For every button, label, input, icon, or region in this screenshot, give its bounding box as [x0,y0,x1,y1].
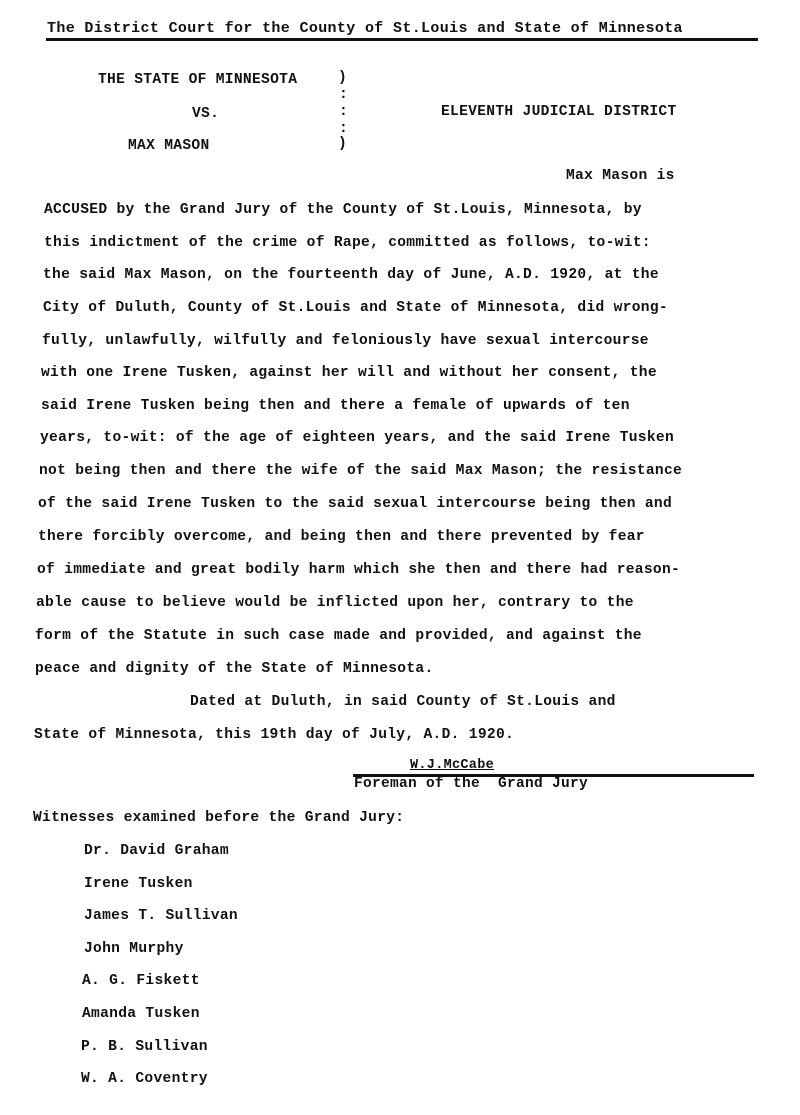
body-line: able cause to believe would be inflicted upon her, contrary to the [36,595,634,611]
body-line: with one Irene Tusken, against her will and without her consent, the [41,365,657,381]
body-line: ACCUSED by the Grand Jury of the County of St.Louis, Minnesota, by [44,202,642,218]
caption-brace-mid: : [339,121,349,137]
witness-name: Dr. David Graham [84,843,229,859]
body-line: said Irene Tusken being then and there a female of upwards of ten [41,398,630,414]
caption-plaintiff: THE STATE OF MINNESOTA [98,72,298,88]
caption-versus: VS. [192,106,220,122]
caption-brace-bottom: ) [338,136,348,152]
witness-name: Amanda Tusken [82,1006,200,1022]
witness-name: James T. Sullivan [84,908,238,924]
body-line: of immediate and great bodily harm which she then and there had reason- [37,562,681,578]
body-line: peace and dignity of the State of Minnesota. [35,661,434,677]
witness-name: Irene Tusken [84,876,193,892]
body-line: years, to-wit: of the age of eighteen years, and the said Irene Tusken [40,430,675,446]
judicial-district: ELEVENTH JUDICIAL DISTRICT [441,104,677,120]
body-line: fully, unlawfully, wilfully and feloniously have sexual intercourse [42,333,649,349]
foreman-signature: W.J.McCabe [410,758,495,773]
caption-defendant: MAX MASON [128,138,210,154]
witness-heading: Witnesses examined before the Grand Jury: [33,810,405,826]
body-line: not being then and there the wife of the said Max Mason; the resistance [39,463,683,479]
court-header: The District Court for the County of St.Louis and State of Minnesota [47,20,683,37]
witness-name: W. A. Coventry [81,1071,208,1087]
body-line: there forcibly overcome, and being then and there prevented by fear [38,529,645,545]
foreman-title: Foreman of the Grand Jury [354,776,589,792]
caption-brace-mid: : [339,104,349,120]
dated-line: Dated at Duluth, in said County of St.Louis and [190,694,616,710]
body-line: of the said Irene Tusken to the said sexual intercourse being then and [38,496,673,512]
body-line: City of Duluth, County of St.Louis and State of Minnesota, did wrong- [43,300,668,316]
witness-name: A. G. Fiskett [82,973,200,989]
court-header-underline [46,38,758,41]
witness-name: P. B. Sullivan [81,1039,208,1055]
body-line: this indictment of the crime of Rape, committed as follows, to-wit: [44,235,651,251]
dated-line: State of Minnesota, this 19th day of July, A.D. 1920. [34,727,515,743]
caption-brace-mid: : [339,87,349,103]
body-line: form of the Statute in such case made and provided, and against the [35,628,642,644]
caption-brace-top: ) [338,70,348,86]
body-line: the said Max Mason, on the fourteenth day of June, A.D. 1920, at the [43,267,659,283]
intro-text: Max Mason is [566,168,675,184]
witness-name: John Murphy [84,941,184,957]
